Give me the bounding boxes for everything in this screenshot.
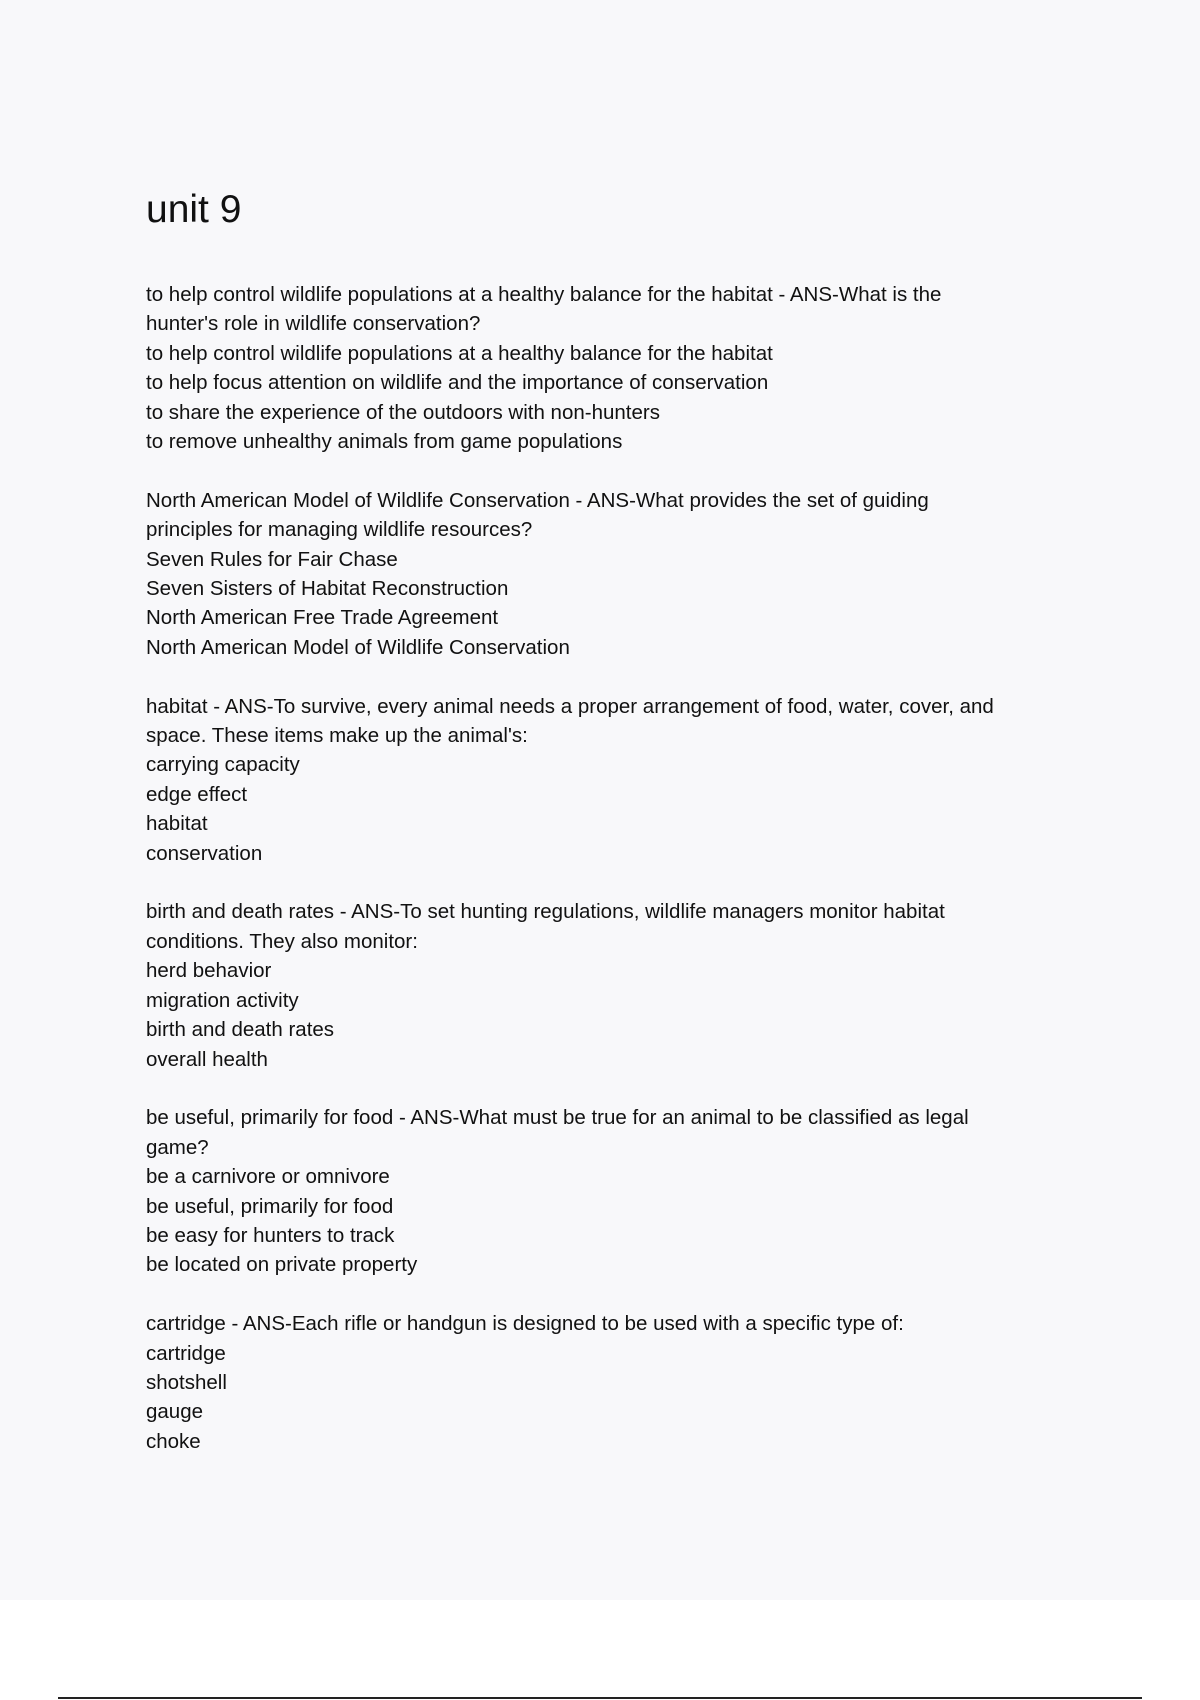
option-line: carrying capacity	[146, 753, 300, 777]
option-line: North American Free Trade Agreement	[146, 606, 499, 630]
option-line: cartridge	[146, 1341, 226, 1365]
question-answer-line: cartridge - ANS-Each rifle or handgun is designed to be used with a specific type of:	[146, 1312, 904, 1336]
option-line: gauge	[146, 1400, 204, 1424]
option-line: to share the experience of the outdoors with non-hunters	[146, 400, 660, 424]
page-title: unit 9	[146, 188, 242, 231]
page-divider	[58, 1697, 1142, 1699]
qa-block	[146, 692, 1096, 868]
option-line: to help focus attention on wildlife and the importance of conservation	[146, 371, 769, 395]
option-line: be useful, primarily for food	[146, 1194, 394, 1218]
question-answer-line: birth and death rates - ANS-To set hunting regulations, wildlife managers monitor habitat	[146, 900, 945, 924]
option-line: North American Model of Wildlife Conservation	[146, 635, 570, 659]
question-answer-line: habitat - ANS-To survive, every animal needs a proper arrangement of food, water, cover, and	[146, 694, 994, 718]
qa-block	[146, 1309, 1096, 1456]
option-line: choke	[146, 1429, 201, 1453]
question-continuation-line: hunter's role in wildlife conservation?	[146, 312, 481, 336]
question-continuation-line: conditions. They also monitor:	[146, 929, 418, 953]
option-line: conservation	[146, 841, 263, 865]
option-line: be located on private property	[146, 1253, 418, 1277]
option-line: be a carnivore or omnivore	[146, 1165, 390, 1189]
option-line: Seven Rules for Fair Chase	[146, 547, 398, 571]
option-line: Seven Sisters of Habitat Reconstruction	[146, 577, 509, 601]
option-line: shotshell	[146, 1370, 227, 1394]
qa-block	[146, 280, 1096, 456]
qa-block	[146, 486, 1096, 662]
question-continuation-line: space. These items make up the animal's:	[146, 724, 528, 748]
option-line: habitat	[146, 812, 208, 836]
question-continuation-line: game?	[146, 1135, 209, 1159]
option-line: birth and death rates	[146, 1018, 335, 1042]
option-line: to remove unhealthy animals from game populations	[146, 430, 623, 454]
question-continuation-line: principles for managing wildlife resources?	[146, 518, 533, 542]
question-answer-line: be useful, primarily for food - ANS-What must be true for an animal to be classified as legal	[146, 1106, 969, 1130]
question-answer-line: North American Model of Wildlife Conservation - ANS-What provides the set of guiding	[146, 488, 929, 512]
question-answer-line: to help control wildlife populations at a healthy balance for the habitat - ANS-What is the	[146, 283, 942, 306]
qa-list	[146, 280, 1096, 1486]
option-line: be easy for hunters to track	[146, 1223, 395, 1247]
option-line: edge effect	[146, 782, 248, 806]
option-line: herd behavior	[146, 959, 272, 983]
option-line: to help control wildlife populations at a healthy balance for the habitat	[146, 341, 773, 365]
option-line: migration activity	[146, 988, 299, 1012]
option-line: overall health	[146, 1047, 268, 1071]
qa-block	[146, 1103, 1096, 1279]
qa-block	[146, 897, 1096, 1073]
